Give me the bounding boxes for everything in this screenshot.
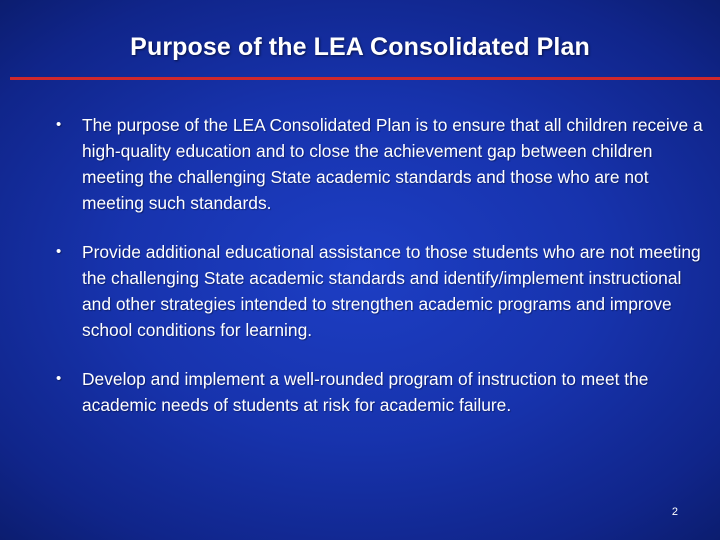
bullet-item bbox=[54, 112, 704, 216]
bullet-text: Develop and implement a well-rounded program of instruction to meet the academic needs of students at risk for academic failure. bbox=[82, 369, 649, 415]
bullet-list bbox=[54, 112, 704, 418]
bullet-text: Provide additional educational assistance to those students who are not meeting the challenging State academic standards and identify/implement instructional and other strategies intended to strengthen academic programs and improve school conditions for learning. bbox=[82, 242, 701, 340]
bullet-text: The purpose of the LEA Consolidated Plan is to ensure that all children receive a high-quality education and to close the achievement gap between children meeting the challenging State academic standards and those who are not meeting such standards. bbox=[82, 115, 703, 213]
slide-title: Purpose of the LEA Consolidated Plan bbox=[130, 33, 590, 61]
page-number: 2 bbox=[671, 506, 678, 518]
bullet-item bbox=[54, 239, 704, 343]
title-divider bbox=[10, 77, 720, 80]
bullet-icon: • bbox=[56, 116, 62, 133]
bullet-item bbox=[54, 366, 704, 418]
bullet-icon: • bbox=[56, 370, 62, 387]
bullet-icon: • bbox=[56, 243, 62, 260]
